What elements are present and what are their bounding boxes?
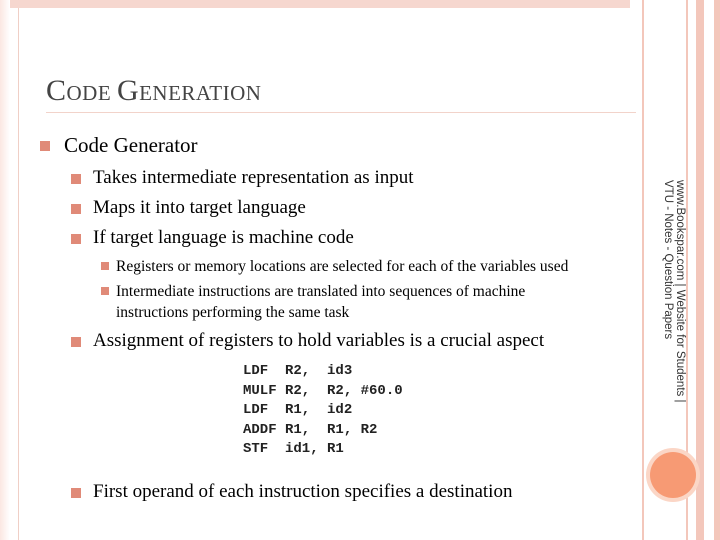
- title-divider: [46, 112, 636, 113]
- bullet-first-operand: First operand of each instruction specifies a destination: [93, 481, 513, 502]
- frame-top-border: [0, 0, 720, 8]
- bullet-icon: [71, 174, 81, 184]
- code-line: ADDF R1, R1, R2: [243, 421, 378, 438]
- code-line: LDF R1, id2: [243, 402, 353, 418]
- bullet-icon: [101, 287, 109, 295]
- frame-stripe: [696, 0, 704, 540]
- bullet-takes-input: Takes intermediate representation as input: [93, 167, 414, 188]
- frame-left-line: [18, 8, 19, 540]
- side-watermark: [662, 180, 686, 430]
- bullet-intermediate-translated-2: instructions performing the same task: [116, 304, 350, 321]
- bullet-icon: [71, 204, 81, 214]
- page-title: CODE GENERATION: [46, 74, 262, 107]
- frame-left-border: [0, 0, 10, 540]
- bullet-icon: [71, 337, 81, 347]
- code-listing: [243, 362, 403, 460]
- code-line: STF id1, R1: [243, 441, 344, 457]
- side-text-line2: VTU - Notes - Question Papers: [662, 180, 674, 340]
- bullet-maps-target: Maps it into target language: [93, 197, 306, 218]
- frame-stripe: [642, 0, 644, 540]
- bullet-code-generator: Code Generator: [64, 133, 198, 157]
- bullet-assignment-registers: Assignment of registers to hold variables is a crucial aspect: [93, 330, 545, 351]
- code-line: MULF R2, R2, #60.0: [243, 382, 403, 399]
- bullet-intermediate-translated-1: Intermediate instructions are translated into sequences of machine: [116, 283, 526, 300]
- bullet-registers-selected: Registers or memory locations are selected for each of the variables used: [116, 258, 569, 275]
- bullet-icon: [71, 234, 81, 244]
- bullet-if-machine-code: If target language is machine code: [93, 227, 354, 248]
- decorative-circle: [650, 452, 696, 498]
- bullet-icon: [71, 488, 81, 498]
- frame-stripe: [714, 0, 720, 540]
- side-text-line1: www.Bookspar.com | Website for Students |: [674, 180, 686, 403]
- bullet-icon: [40, 141, 50, 151]
- bullet-icon: [101, 262, 109, 270]
- code-line: LDF R2, id3: [243, 363, 353, 379]
